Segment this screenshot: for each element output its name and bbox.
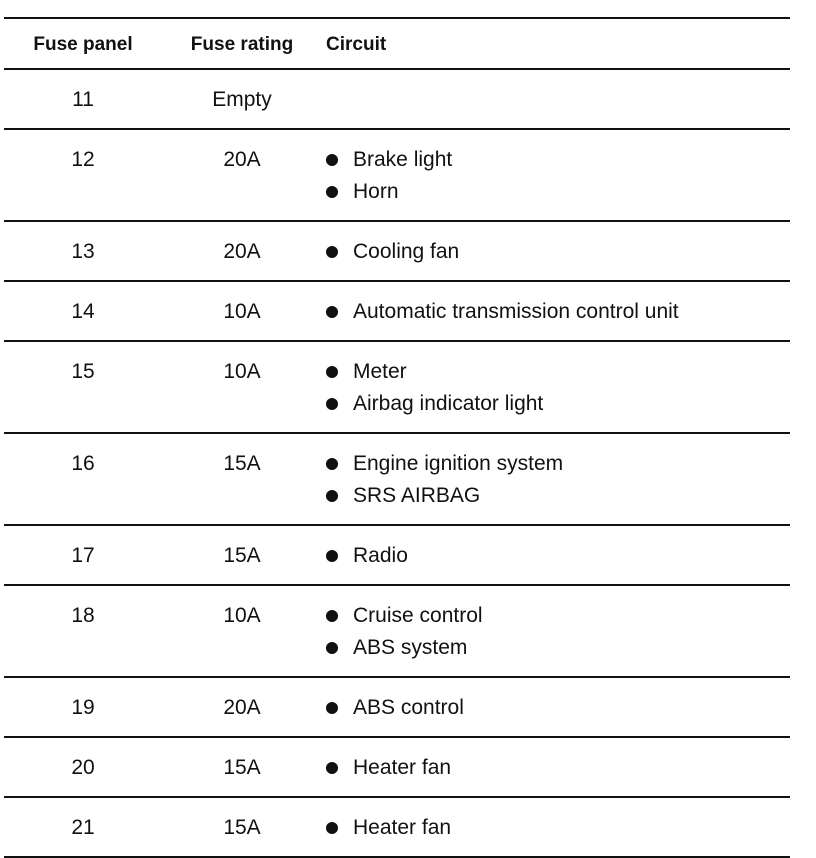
bullet-icon	[326, 186, 338, 198]
circuit-list	[326, 600, 790, 664]
circuit-item	[326, 692, 790, 724]
fuse-rating-cell: 20A	[223, 148, 261, 171]
table-row	[4, 281, 790, 341]
table-row	[4, 797, 790, 857]
circuit-cell	[322, 525, 790, 585]
bullet-icon	[326, 306, 338, 318]
fuse-panel-cell: 14	[71, 300, 95, 323]
circuit-label: Heater fan	[353, 756, 452, 779]
fuse-rating-cell: 10A	[223, 604, 261, 627]
circuit-item	[326, 540, 790, 572]
fuse-rating-cell: 20A	[223, 240, 261, 263]
circuit-label: Radio	[353, 544, 408, 567]
circuit-item	[326, 632, 790, 664]
circuit-list	[326, 144, 790, 208]
fuse-panel-cell: 15	[71, 360, 95, 383]
circuit-label: Automatic transmission control unit	[353, 300, 679, 323]
circuit-label: Meter	[353, 360, 407, 383]
circuit-item	[326, 812, 790, 844]
fuse-rating-cell: Empty	[212, 88, 272, 111]
circuit-list	[326, 296, 790, 328]
fuse-panel-cell: 13	[71, 240, 95, 263]
table-row	[4, 737, 790, 797]
circuit-cell	[322, 737, 790, 797]
table-row	[4, 585, 790, 677]
fuse-rating-cell: 15A	[223, 816, 261, 839]
circuit-label: Cooling fan	[353, 240, 460, 263]
circuit-cell	[322, 281, 790, 341]
circuit-list	[326, 812, 790, 844]
fuse-rating-cell: 10A	[223, 360, 261, 383]
table-row	[4, 221, 790, 281]
circuit-label: Brake light	[353, 148, 453, 171]
circuit-label: Heater fan	[353, 816, 452, 839]
fuse-panel-cell: 21	[71, 816, 95, 839]
table-header-row	[4, 18, 790, 69]
table-row	[4, 69, 790, 129]
bullet-icon	[326, 366, 338, 378]
table-row	[4, 433, 790, 525]
circuit-cell	[322, 221, 790, 281]
circuit-label: Engine ignition system	[353, 452, 564, 475]
circuit-item	[326, 296, 790, 328]
table-row	[4, 129, 790, 221]
fuse-table-body	[4, 69, 790, 857]
bullet-icon	[326, 398, 338, 410]
circuit-list	[326, 236, 790, 268]
table-row	[4, 677, 790, 737]
bullet-icon	[326, 458, 338, 470]
bullet-icon	[326, 642, 338, 654]
circuit-label: SRS AIRBAG	[353, 484, 481, 507]
fuse-panel-cell: 18	[71, 604, 95, 627]
circuit-item	[326, 176, 790, 208]
fuse-rating-cell: 20A	[223, 696, 261, 719]
bullet-icon	[326, 702, 338, 714]
circuit-item	[326, 236, 790, 268]
circuit-cell	[322, 677, 790, 737]
table-row	[4, 525, 790, 585]
fuse-panel-cell: 19	[71, 696, 95, 719]
circuit-cell	[322, 69, 790, 129]
circuit-cell	[322, 341, 790, 433]
circuit-label: Airbag indicator light	[353, 392, 544, 415]
circuit-list	[326, 356, 790, 420]
circuit-item	[326, 356, 790, 388]
bullet-icon	[326, 610, 338, 622]
circuit-list	[326, 692, 790, 724]
column-header-circuit: Circuit	[326, 33, 387, 55]
circuit-cell	[322, 129, 790, 221]
circuit-list	[326, 540, 790, 572]
bullet-icon	[326, 490, 338, 502]
fuse-rating-cell: 10A	[223, 300, 261, 323]
circuit-item	[326, 388, 790, 420]
circuit-item	[326, 448, 790, 480]
table-row	[4, 341, 790, 433]
circuit-item	[326, 480, 790, 512]
column-header-fuse-panel: Fuse panel	[33, 33, 133, 55]
fuse-rating-cell: 15A	[223, 544, 261, 567]
circuit-cell	[322, 585, 790, 677]
fuse-panel-cell: 11	[72, 88, 94, 111]
circuit-label: Horn	[353, 180, 399, 203]
column-header-fuse-rating: Fuse rating	[190, 33, 294, 55]
fuse-rating-cell: 15A	[223, 756, 261, 779]
fuse-panel-cell: 17	[71, 544, 95, 567]
fuse-panel-cell: 16	[71, 452, 95, 475]
fuse-table	[4, 17, 790, 858]
circuit-label: ABS system	[353, 636, 468, 659]
circuit-list	[326, 752, 790, 784]
circuit-item	[326, 144, 790, 176]
circuit-cell	[322, 797, 790, 857]
bullet-icon	[326, 246, 338, 258]
bullet-icon	[326, 822, 338, 834]
circuit-item	[326, 752, 790, 784]
bullet-icon	[326, 762, 338, 774]
circuit-cell	[322, 433, 790, 525]
fuse-rating-cell: 15A	[223, 452, 261, 475]
fuse-panel-cell: 12	[71, 148, 95, 171]
bullet-icon	[326, 550, 338, 562]
bullet-icon	[326, 154, 338, 166]
circuit-list	[326, 448, 790, 512]
circuit-item	[326, 600, 790, 632]
circuit-label: ABS control	[353, 696, 464, 719]
fuse-panel-cell: 20	[71, 756, 95, 779]
circuit-label: Cruise control	[353, 604, 483, 627]
